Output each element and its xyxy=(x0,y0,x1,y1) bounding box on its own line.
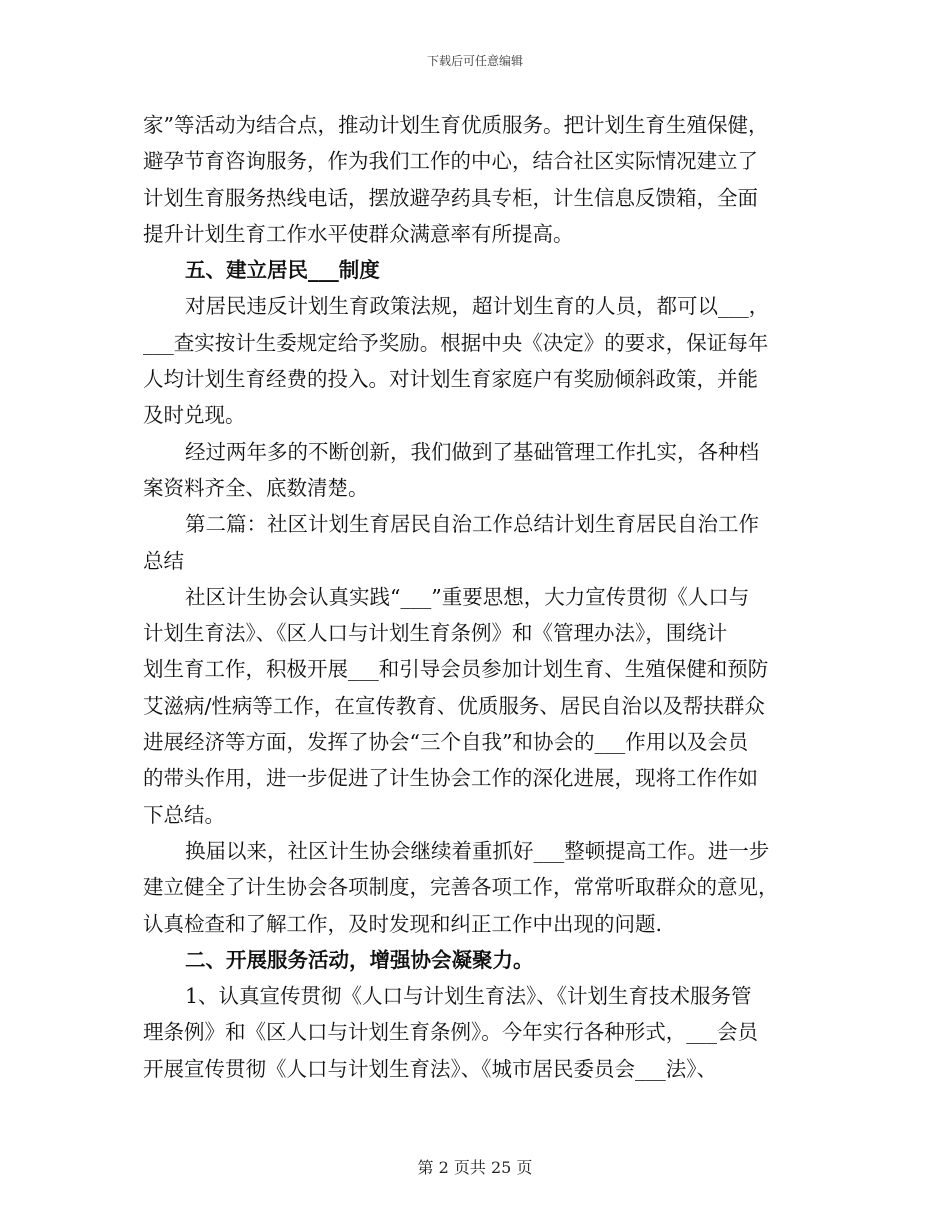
text-line: 开展宣传贯彻《人口与计划生育法》、《城市居民委员会___法》、 xyxy=(143,1056,717,1081)
text-line: 及时兑现。 xyxy=(143,403,246,428)
text-line: 换届以来，社区计生协会继续着重抓好___整顿提高工作。进一步 xyxy=(185,838,770,863)
text-line: 社区计生协会认真实践“___”重要思想，大力宣传贯彻《人口与 xyxy=(185,584,750,609)
text-line: 下总结。 xyxy=(143,802,225,827)
text-line: 认真检查和了解工作，及时发现和纠正工作中出现的问题. xyxy=(143,911,663,936)
text-line: 第二篇：社区计划生育居民自治工作总结计划生育居民自治工作 xyxy=(185,512,759,537)
text-line: 1、认真宣传贯彻《人口与计划生育法》、《计划生育技术服务管 xyxy=(185,984,752,1009)
text-line: 进展经济等方面，发挥了协会“三个自我”和协会的___作用以及会员 xyxy=(143,730,749,755)
text-line: 计划生育法》、《区人口与计划生育条例》和《管理办法》，围绕计 xyxy=(143,621,728,646)
text-line: 家”等活动为结合点，推动计划生育优质服务。把计划生育生殖保健， xyxy=(143,113,769,137)
text-line: 理条例》和《区人口与计划生育条例》。今年实行各种形式，___会员 xyxy=(143,1020,758,1045)
text-line: 案资料齐全、底数清楚。 xyxy=(143,475,369,500)
text-line: ___查实按计生委规定给予奖励。根据中央《决定》的要求，保证每年 xyxy=(143,330,769,355)
text-line: 艾滋病/性病等工作，在宣传教育、优质服务、居民自治以及帮扶群众 xyxy=(143,693,765,718)
text-line: 总结 xyxy=(143,548,184,573)
page-footer: 第 2 页共 25 页 xyxy=(417,1158,533,1177)
text-line: 人均计划生育经费的投入。对计划生育家庭户有奖励倾斜政策，并能 xyxy=(143,367,758,392)
text-line: 的带头作用，进一步促进了计生协会工作的深化进展，现将工作作如 xyxy=(143,766,758,791)
text-line: 经过两年多的不断创新，我们做到了基础管理工作扎实，各种档 xyxy=(185,439,759,464)
section-heading: 五、建立居民___制度 xyxy=(185,258,380,283)
text-line: 划生育工作，积极开展___和引导会员参加计划生育、生殖保健和预防 xyxy=(143,657,769,682)
text-line: 避孕节育咨询服务，作为我们工作的中心，结合社区实际情况建立了 xyxy=(143,149,758,174)
text-line: 计划生育服务热线电话，摆放避孕药具专柜，计生信息反馈箱，全面 xyxy=(143,185,758,210)
text-line: 提升计划生育工作水平使群众满意率有所提高。 xyxy=(143,221,574,246)
text-line: 建立健全了计生协会各项制度，完善各项工作，常常听取群众的意见， xyxy=(143,875,779,900)
text-line: 对居民违反计划生育政策法规，超计划生育的人员，都可以___， xyxy=(185,294,770,319)
document-body xyxy=(143,107,813,1087)
page-header: 下载后可任意编辑 xyxy=(426,54,523,68)
section-heading: 二、开展服务活动，增强协会凝聚力。 xyxy=(185,947,534,972)
